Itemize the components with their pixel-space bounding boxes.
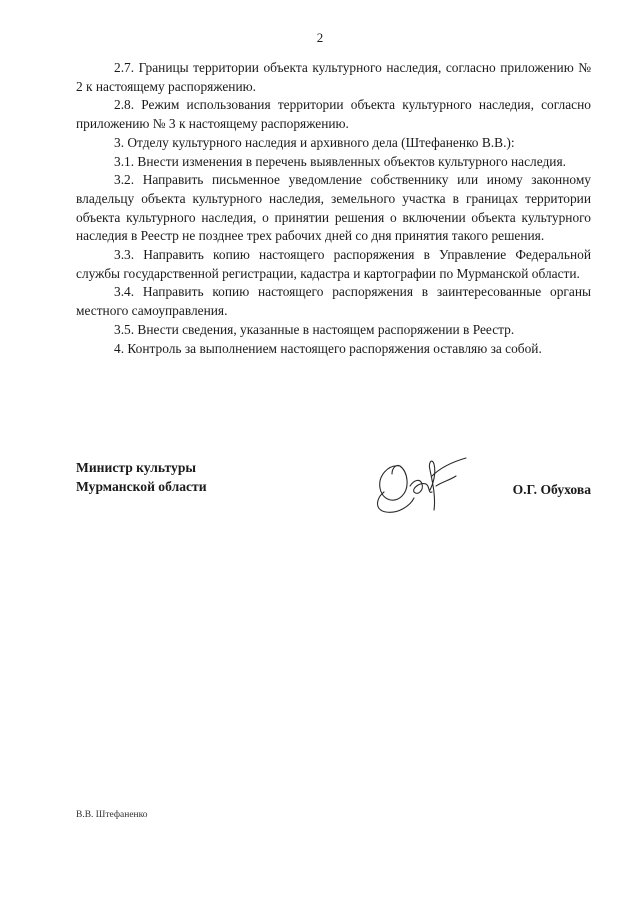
- signer-name: О.Г. Обухова: [512, 482, 591, 497]
- paragraph-3-2: 3.2. Направить письменное уведомление собственнику или иному законному владельцу объекта культурного наследия, земельного участка в границах территории объекта культурного наследия, о принятии решения о включении объекта культурного наследия в Реестр не позднее трех рабочих дней со дня принятия такого решения.: [76, 172, 591, 244]
- paragraph-3-5: 3.5. Внести сведения, указанные в настоящем распоряжении в Реестр.: [114, 321, 515, 337]
- paragraph-3-1: 3.1. Внести изменения в перечень выявленных объектов культурного наследия.: [114, 153, 566, 169]
- signer-title: [76, 458, 207, 496]
- paragraph-2-8: 2.8. Режим использования территории объекта культурного наследия, согласно приложению № 3 к настоящему распоряжению.: [76, 97, 591, 132]
- paragraph-4: 4. Контроль за выполнением настоящего распоряжения оставляю за собой.: [114, 340, 542, 356]
- signature-block: [76, 458, 591, 528]
- executor-name: В.В. Штефаненко: [76, 810, 148, 820]
- paragraph-2-7: 2.7. Границы территории объекта культурного наследия, согласно приложению № 2 к настоящему распоряжению.: [76, 60, 591, 94]
- paragraph-3-4: 3.4. Направить копию настоящего распоряжения в заинтересованные органы местного самоуправления.: [76, 284, 591, 319]
- signer-title-line2: Мурманской области: [76, 479, 207, 494]
- page-number: 2: [316, 30, 324, 45]
- signer-title-line1: Министр культуры: [76, 460, 197, 475]
- handwritten-signature: [370, 452, 480, 516]
- document-body: [76, 59, 591, 358]
- paragraph-3: 3. Отделу культурного наследия и архивного дела (Штефаненко В.В.):: [114, 134, 515, 150]
- paragraph-3-3: 3.3. Направить копию настоящего распоряжения в Управление Федеральной службы государственной регистрации, кадастра и картографии по Мурманской области.: [76, 247, 591, 281]
